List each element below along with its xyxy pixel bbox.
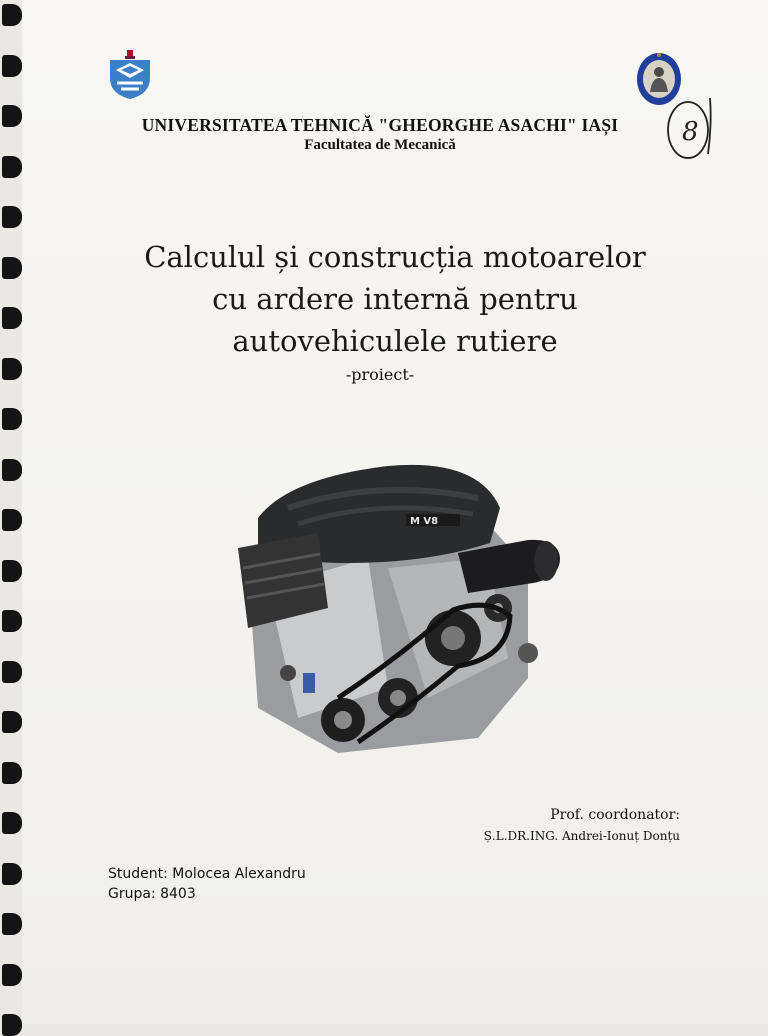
binding-ring <box>2 964 22 986</box>
coordinator-label: Prof. coordonator: <box>550 807 680 823</box>
title-line-1: Calculul și construcția motoarelor <box>144 240 646 274</box>
handwritten-number-mark <box>664 94 720 162</box>
coordinator-name: Ș.L.DR.ING. Andrei-Ionuț Donțu <box>483 829 680 843</box>
binding-ring <box>2 408 22 430</box>
binding-ring <box>2 4 22 26</box>
binding-ring <box>2 257 22 279</box>
project-subtitle: -proiect- <box>345 365 415 384</box>
binding-ring <box>2 711 22 733</box>
student-name: Student: Molocea Alexandru <box>108 866 306 882</box>
binding-ring <box>2 812 22 834</box>
binding-ring <box>2 610 22 632</box>
binding-ring <box>2 206 22 228</box>
binding-ring <box>2 55 22 77</box>
binding-ring <box>2 560 22 582</box>
project-title <box>110 236 680 362</box>
binding-ring <box>2 307 22 329</box>
title-line-3: autovehiculele rutiere <box>232 324 558 358</box>
engine-badge: M V8 <box>410 516 439 527</box>
binding-ring <box>2 661 22 683</box>
binding-ring <box>2 762 22 784</box>
faculty-name: Facultatea de Mecanică <box>304 137 456 153</box>
university-name: UNIVERSITATEA TEHNICĂ "GHEORGHE ASACHI" IAȘI <box>141 115 619 135</box>
student-group: Grupa: 8403 <box>108 886 196 902</box>
engine-photo <box>228 458 568 758</box>
binding-ring <box>2 156 22 178</box>
binding-ring <box>2 509 22 531</box>
handwritten-number: 8 <box>682 117 699 147</box>
binding-ring <box>2 1014 22 1036</box>
binding-ring <box>2 863 22 885</box>
binding-ring <box>2 459 22 481</box>
binding-ring <box>2 105 22 127</box>
title-line-2: cu ardere internă pentru <box>212 282 578 316</box>
binding-ring <box>2 358 22 380</box>
university-logo-left <box>107 50 153 100</box>
binding-ring <box>2 913 22 935</box>
